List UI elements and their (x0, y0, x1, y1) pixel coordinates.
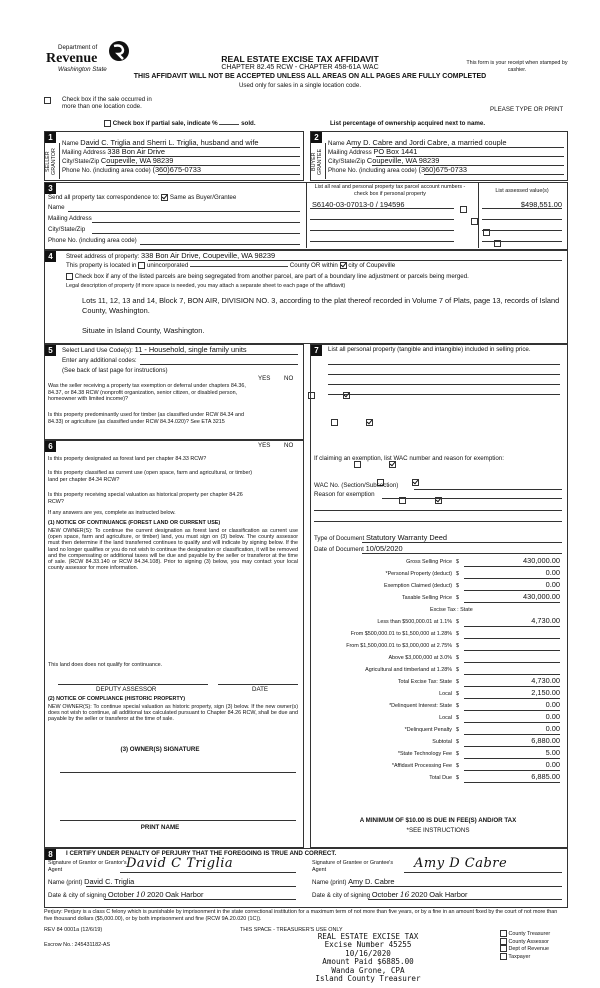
section-8-number: 8 (45, 849, 56, 860)
tax-row-label: Local (439, 691, 452, 697)
tax-row-label: *Affidavit Processing Fee (391, 763, 452, 769)
dollar-sign: $ (456, 751, 459, 757)
seller-mailing-value[interactable]: 338 Bon Air Drive (107, 147, 165, 156)
tax-row-value[interactable]: 4,730.00 (531, 676, 560, 685)
parcel-1-personal-checkbox[interactable] (460, 206, 467, 213)
s6-no-header: NO (284, 442, 294, 449)
tax-row-label: From $1,500,000.01 to $3,000,000 at 2.75% (346, 643, 452, 649)
s6-yes-header: YES (258, 442, 271, 449)
minimum-due-note: A MINIMUM OF $10.00 IS DUE IN FEE(S) AND/OR TAX (359, 817, 517, 824)
print-name-label: PRINT NAME (140, 824, 180, 831)
partial-pct-input[interactable] (219, 124, 239, 125)
dor-logo (46, 40, 130, 78)
parcel-number[interactable]: S6140-03-07013-0 / 194596 (312, 200, 405, 209)
segregated-row (66, 273, 562, 281)
county-input[interactable] (190, 266, 288, 267)
buyer-city-value[interactable]: Coupeville, WA 98239 (366, 156, 440, 165)
tax-row-label: Agricultural and timberland at 1.28% (365, 667, 452, 673)
legal-label: Legal description of property (if more space is needed, you may attach a separate sheet to each page of the affidavit) (66, 283, 346, 289)
grantor-day[interactable]: 10 (135, 890, 146, 899)
deputy-date-label: DATE (252, 686, 269, 693)
grantee-name-value[interactable]: Amy D. Cabre (348, 877, 395, 886)
dollar-sign: $ (456, 727, 459, 733)
type-or-print: PLEASE TYPE OR PRINT (490, 106, 564, 113)
corr-name-label: Name (48, 204, 65, 211)
legal-description[interactable]: Lots 11, 12, 13 and 14, Block 7, BON AIR, DIVISION NO. 3, according to the plat thereof recorded in Volume 7 of Plats, page 13, records of Island County, Washington. (82, 296, 560, 315)
dollar-sign: $ (456, 559, 459, 565)
copy-assessor-label: County Assessor (508, 938, 549, 945)
form-title: REAL ESTATE EXCISE TAX AFFIDAVIT (221, 54, 379, 64)
dollar-sign: $ (456, 619, 459, 625)
tax-row-label: Total Due (429, 775, 452, 781)
additional-codes-label: Enter any additional codes: (62, 357, 137, 364)
location-row (66, 262, 395, 270)
s5-yes-header: YES (258, 375, 271, 382)
tax-row-label: Less than $500,000.01 at 1.1% (377, 619, 452, 625)
seller-city-label: City/State/Zip (62, 158, 100, 165)
tax-row-label: Subtotal (432, 739, 452, 745)
ownership-note: List percentage of ownership acquired next to name. (330, 120, 486, 127)
segregated-label: Check box if any of the listed parcels are being segregated from another parcel, are part of a boundary line adjustment or parcels being merged. (74, 273, 469, 281)
buyer-city-label: City/State/Zip (328, 158, 366, 165)
tax-row-label: Local (439, 715, 452, 721)
grantee-date-label: Date & city of signing (312, 892, 371, 899)
dollar-sign: $ (456, 655, 459, 661)
tax-row-label: From $500,000.01 to $1,500,000 at 1.28% (350, 631, 452, 637)
doc-type-label: Type of Document (314, 535, 365, 542)
stamp-line-4: Amount Paid $6885.00 (322, 957, 414, 967)
tax-row-label: Total Excise Tax: State (397, 679, 452, 685)
tax-row-value[interactable]: 430,000.00 (523, 592, 560, 601)
qualify-row (48, 662, 162, 669)
partial-sale-checkbox[interactable] (104, 120, 111, 127)
notice1-title: (1) NOTICE OF CONTINUANCE (FOREST LAND OR CURRENT USE) (48, 520, 221, 526)
s6-q1: Is this property designated as forest land per chapter 84.33 RCW? (48, 456, 207, 462)
tax-row-value[interactable]: 0.00 (545, 580, 560, 589)
dollar-sign: $ (456, 583, 459, 589)
dollar-sign: $ (456, 571, 459, 577)
treasurer-use-only: THIS SPACE - TREASURER'S USE ONLY (240, 927, 343, 933)
see-back-note: (See back of last page for instructions) (62, 367, 168, 374)
section-6-number: 6 (45, 441, 56, 452)
dor-logo-mark-icon (108, 40, 130, 62)
tax-row-value[interactable]: 0.00 (545, 568, 560, 577)
seller-mailing-label: Mailing Address (62, 149, 106, 156)
street-value[interactable]: 338 Bon Air Drive, Coupeville, WA 98239 (141, 251, 276, 260)
dollar-sign: $ (456, 631, 459, 637)
tax-row-label: *Personal Property (deduct) (385, 571, 452, 577)
dollar-sign: $ (456, 643, 459, 649)
dollar-sign: $ (456, 691, 459, 697)
tax-row-label: Gross Selling Price (406, 559, 452, 565)
stamp-line-2: Excise Number 45255 (324, 940, 412, 950)
dept-line1: Department of (58, 44, 98, 51)
s6-if-yes: If any answers are yes, complete as instructed below. (48, 510, 176, 516)
multi-location-label: Check box if the sale occurred in more than one location code. (62, 96, 152, 111)
deputy-assessor-label: DEPUTY ASSESSOR (96, 686, 157, 693)
dept-line3: Washington State (58, 66, 107, 73)
stamp-line-3: 10/16/2020 (345, 948, 391, 958)
s6-q2: Is this property classified as current use (open space, farm and agricultural, or timber) land per chapter 84.34 RCW? (48, 470, 253, 483)
buyer-side-label: BUYER GRANTEE (311, 148, 323, 176)
dollar-sign: $ (456, 679, 459, 685)
same-as-buyer-label: Same as Buyer/Grantee (169, 194, 237, 202)
grantor-signature-label: Signature of Grantor or Grantor's Agent (48, 860, 127, 873)
doc-date-label: Date of Document (314, 546, 364, 553)
section-7-number: 7 (311, 345, 322, 356)
parcel-header: List all real and personal property tax parcel account numbers - check box if personal property (314, 184, 466, 197)
doc-type-value[interactable]: Statutory Warranty Deed (365, 533, 448, 542)
partial-sold-label: sold. (241, 120, 256, 128)
tax-row-value[interactable]: 6,880.00 (531, 736, 560, 745)
notice2-title: (2) NOTICE OF COMPLIANCE (HISTORIC PROPERTY) (48, 696, 186, 702)
tax-row-value[interactable]: 0.00 (545, 700, 560, 709)
segregated-checkbox[interactable] (66, 273, 73, 280)
copy-dor-label: Dept of Revenue (508, 945, 549, 952)
grantor-name-label: Name (print) (48, 879, 83, 886)
grantor-city[interactable]: Oak Harbor (165, 890, 204, 899)
county-or-label: County OR within (289, 262, 338, 270)
excise-header: Excise Tax : State (430, 607, 473, 613)
section-5-number: 5 (45, 345, 56, 356)
copy-treasurer-label: County Treasurer (508, 930, 551, 937)
buyer-phone-label: Phone No. (including area code) (328, 167, 417, 174)
copy-dor-checkbox[interactable] (500, 945, 507, 952)
certify-statement: I CERTIFY UNDER PENALTY OF PERJURY THAT THE FOREGOING IS TRUE AND CORRECT. (66, 850, 337, 857)
used-only-note: Used only for sales in a single location code. (238, 82, 362, 89)
s6-q3: Is this property receiving special valuation as historical property per chapter 84.26 RCW? (48, 492, 243, 505)
copy-assessor-checkbox[interactable] (500, 938, 507, 945)
grantee-city[interactable]: Oak Harbor (429, 890, 468, 899)
dollar-sign: $ (456, 595, 459, 601)
copy-distribution (500, 930, 570, 960)
tax-row-label: *Delinquent Penalty (404, 727, 452, 733)
dollar-sign: $ (456, 703, 459, 709)
treasurer-stamp (290, 933, 446, 983)
dollar-sign: $ (456, 775, 459, 781)
land-use-label: Select Land Use Code(s): (62, 347, 133, 354)
section-1-number: 1 (45, 132, 56, 143)
correspondence-row (48, 194, 236, 202)
grantee-month[interactable]: October (371, 890, 399, 899)
dept-line2: Revenue (46, 51, 98, 66)
partial-sale-row (104, 120, 256, 128)
seller-phone-value[interactable]: (360)675-0733 (152, 165, 201, 174)
perjury-statement: Perjury: Perjury is a class C felony which is punishable by imprisonment in the state correctional institution for a maximum term of not more than five years, or by a fine in an amount fixed by the court of not more than five thousand dollars ($5,000.00), or by both imprisonment and fine (RCW 9A.20.020 (1C)). (44, 909, 558, 922)
grantee-signature[interactable]: Amy D Cabre (414, 856, 508, 871)
seller-name-label: Name (62, 140, 79, 147)
grantee-year[interactable]: 2020 (411, 890, 428, 899)
legal-situate[interactable]: Situate in Island County, Washington. (82, 326, 205, 335)
unincorporated-checkbox[interactable] (138, 262, 145, 269)
s5-q2: Is this property predominantly used for timber (as classified under RCW 84.34 and 84.33) or agriculture (as classified under RCW 84.34.020)? See ETA 3215 (48, 412, 244, 425)
city-of-label: city of Coupeville (348, 262, 396, 270)
tax-row-value[interactable]: 2,150.00 (531, 688, 560, 697)
copy-taxpayer-label: Taxpayer (508, 953, 531, 960)
corr-mailing-label: Mailing Address (48, 215, 92, 222)
parcel-2-personal-checkbox[interactable] (471, 218, 478, 225)
stamp-line-6: Island County Treasurer (315, 974, 421, 984)
tax-row-label: Above $3,000,000 at 3.0% (388, 655, 452, 661)
personal-property-label: List all personal property (tangible and intangible) included in selling price. (328, 346, 531, 353)
tax-row-label: Taxable Selling Price (401, 595, 452, 601)
grantor-date-label: Date & city of signing (48, 892, 107, 899)
grantor-name-value[interactable]: David C. Triglia (84, 877, 135, 886)
seller-name-value[interactable]: David C. Triglia and Sherri L. Triglia, husband and wife (80, 138, 259, 147)
buyer-phone-value[interactable]: (360)675-0733 (418, 165, 467, 174)
correspondence-label: Send all property tax correspondence to: (48, 194, 160, 202)
unincorporated-label: unincorporated (146, 262, 189, 270)
s5-q1: Was the seller receiving a property tax exemption or deferral under chapters 84.36, 84.37, or 84.38 RCW (nonprofit organization, senior citizen, or disabled person, homeowner with limited income)? (48, 383, 246, 403)
wac-label: WAC No. (Section/Subsection) (314, 482, 399, 489)
city-checkbox[interactable] (340, 262, 347, 269)
buyer-name-label: Name (328, 140, 345, 147)
seller-side-label: SELLER GRANTOR (45, 148, 57, 176)
stamp-line-1: REAL ESTATE EXCISE TAX (317, 932, 419, 941)
corr-phone-label: Phone No. (including area code) (48, 237, 137, 244)
tax-row-value[interactable]: 5.00 (545, 748, 560, 757)
seller-city-value[interactable]: Coupeville, WA 98239 (100, 156, 174, 165)
rev-number: REV 84 0001a (12/6/19) (44, 927, 103, 933)
land-use-value[interactable]: 11 - Household, single family units (134, 345, 247, 354)
receipt-note: This form is your receipt when stamped by cashier. (466, 60, 568, 73)
located-in-label: This property is located in (66, 262, 137, 270)
same-as-buyer-checkbox[interactable] (161, 194, 168, 201)
dollar-sign: $ (456, 667, 459, 673)
tax-row-label: *Delinquent Interest: State (389, 703, 452, 709)
tax-row-value[interactable]: 0.00 (545, 724, 560, 733)
grantor-year[interactable]: 2020 (147, 890, 164, 899)
reason-label: Reason for exemption (314, 491, 375, 498)
grantor-signature[interactable]: David C Triglia (126, 856, 234, 871)
notice1-body: NEW OWNER(S): To continue the current designation as forest land or classification as current use (open space, farm and agriculture, or timber) land, you must sign on (3) below. The county assessor must then determine if the land transferred continues to qualify and will indicate by signing below. If the land no longer qualifies or you do not wish to continue the designation or classification, it will be removed and the compensating or additional taxes will be due and payable by the seller or transferor at the time of sale. (RCW 84.33.140 or RCW 84.34.108). Prior to signing (3) below, you may contact your local county assessor for more information. (48, 528, 298, 572)
copy-treasurer-checkbox[interactable] (500, 930, 507, 937)
tax-row-value[interactable]: 6,885.00 (531, 772, 560, 781)
doc-date-value[interactable]: 10/05/2020 (365, 544, 403, 553)
section-4-number: 4 (45, 251, 56, 262)
multi-location-checkbox[interactable] (44, 97, 51, 104)
multi-location-row (44, 96, 164, 111)
tax-row-value[interactable]: 0.00 (545, 760, 560, 769)
seller-phone-label: Phone No. (including area code) (62, 167, 151, 174)
grantee-signature-label: Signature of Grantee or Grantee's Agent (312, 860, 394, 873)
owner-signature-label: (3) OWNER(S) SIGNATURE (120, 746, 200, 753)
street-label: Street address of property: (66, 253, 140, 260)
section-3-number: 3 (45, 183, 56, 194)
dollar-sign: $ (456, 739, 459, 745)
corr-city-label: City/State/Zip (48, 226, 86, 233)
see-instructions-note: *SEE INSTRUCTIONS (406, 827, 470, 834)
grantor-month[interactable]: October (107, 890, 135, 899)
escrow-number: Escrow No.: 245431182-AS (44, 942, 111, 948)
tax-row-label: *State Technology Fee (397, 751, 452, 757)
buyer-mailing-value[interactable]: PO Box 1441 (373, 147, 418, 156)
copy-taxpayer-checkbox[interactable] (500, 953, 507, 960)
form-warning: THIS AFFIDAVIT WILL NOT BE ACCEPTED UNLESS ALL AREAS ON ALL PAGES ARE FULLY COMPLETED (133, 73, 487, 80)
dollar-sign: $ (456, 763, 459, 769)
notice2-body: NEW OWNER(S): To continue special valuation as historic property, sign (3) below. If the new owner(s) does not wish to continue, all additional tax calculated pursuant to Chapter 84.26 RCW, shall be due and payable by the seller or transferor at the time of sale. (48, 704, 298, 723)
tax-row-label: Exemption Claimed (deduct) (383, 583, 452, 589)
assessed-header: List assessed value(s) (495, 188, 549, 194)
dollar-sign: $ (456, 715, 459, 721)
assessed-value[interactable]: $498,551.00 (520, 200, 562, 209)
qualify-label: This land does does not qualify for continuance. (48, 662, 163, 668)
grantee-name-label: Name (print) (312, 879, 347, 886)
section-2-number: 2 (311, 132, 322, 143)
s5-no-header: NO (284, 375, 294, 382)
tax-row-value[interactable]: 430,000.00 (523, 556, 560, 565)
tax-row-value[interactable]: 4,730.00 (531, 616, 560, 625)
tax-row-value[interactable]: 0.00 (545, 712, 560, 721)
form-chapter: CHAPTER 82.45 RCW - CHAPTER 458-61A WAC (221, 64, 379, 71)
exemption-label: If claiming an exemption, list WAC number and reason for exemption: (314, 455, 504, 462)
buyer-mailing-label: Mailing Address (328, 149, 372, 156)
partial-sale-label: Check box if partial sale, indicate % (112, 120, 218, 128)
grantee-day[interactable]: 16 (399, 890, 410, 899)
buyer-name-value[interactable]: Amy D. Cabre and Jordi Cabre, a married couple (346, 138, 507, 147)
stamp-line-5: Wanda Grone, CPA (331, 965, 405, 975)
